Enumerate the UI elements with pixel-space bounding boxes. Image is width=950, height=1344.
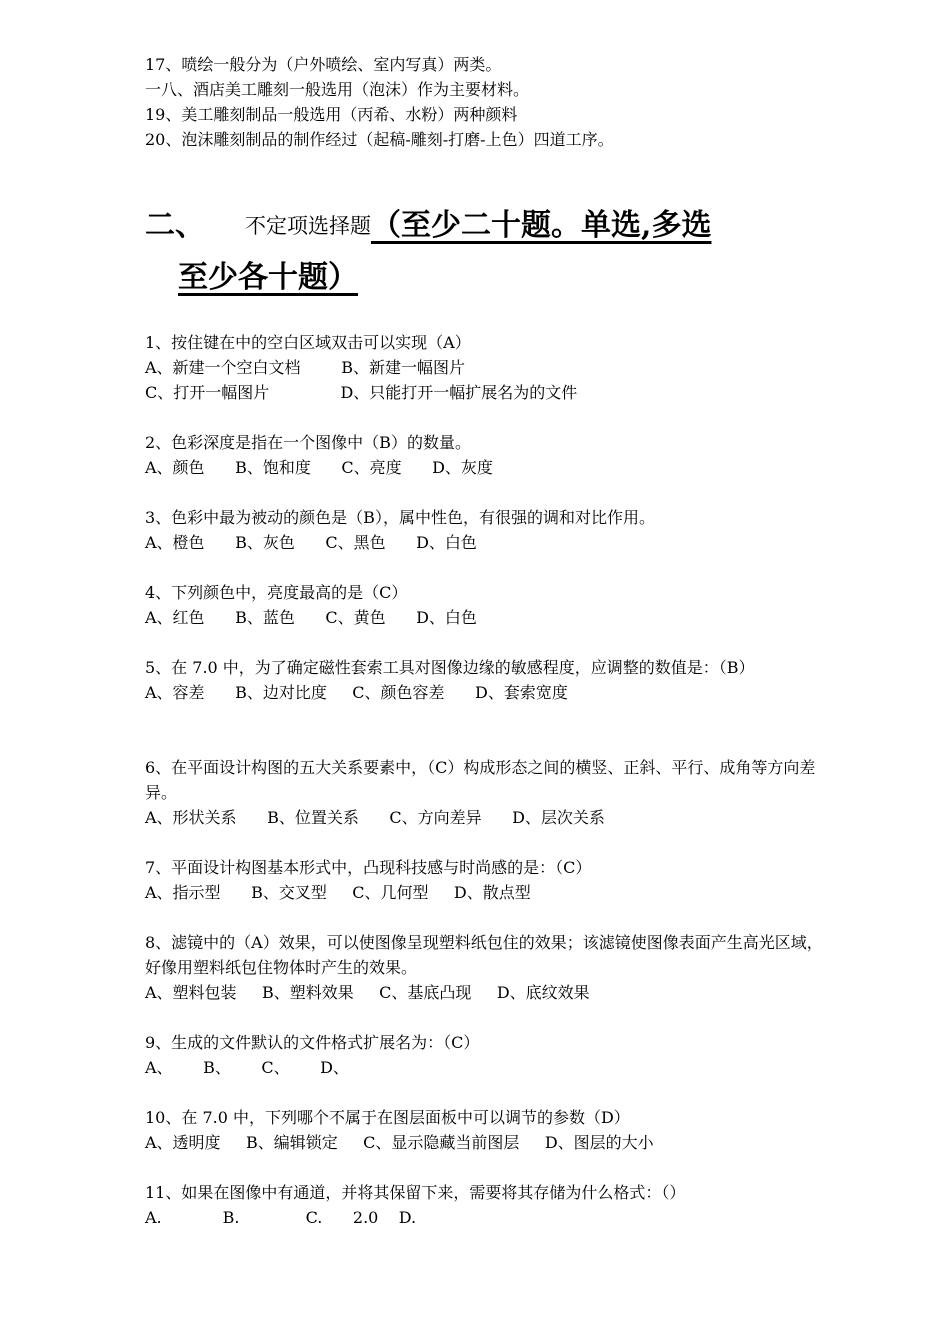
question-item (145, 1180, 825, 1230)
section-title-bold-continued: 至少各十题） (178, 260, 358, 295)
question-options: A、颜色 B、饱和度 C、亮度 D、灰度 (145, 458, 493, 477)
question-text: 1、按住键在中的空白区域双击可以实现（A） (145, 333, 471, 352)
question-item (145, 430, 825, 480)
question-text: 3、色彩中最为被动的颜色是（B），属中性色，有很强的调和对比作用。 (145, 508, 655, 527)
intro-item: 20、泡沫雕刻制品的制作经过（起稿-雕刻-打磨-上色）四道工序。 (145, 130, 614, 149)
question-options: A、 B、 C、 D、 (145, 1058, 349, 1077)
question-options: C、打开一幅图片 D、只能打开一幅扩展名为的文件 (145, 383, 578, 402)
section-title-bold: （至少二十题。单选,多选 (371, 208, 712, 243)
section-title-plain: 不定项选择题 (245, 214, 371, 238)
question-options: A、指示型 B、交叉型 C、几何型 D、散点型 (145, 883, 531, 902)
document-page (145, 52, 825, 1230)
question-options: A、红色 B、蓝色 C、黄色 D、白色 (145, 608, 477, 627)
question-text: 5、在 7.0 中，为了确定磁性套索工具对图像边缘的敏感程度，应调整的数值是：（B） (145, 658, 755, 677)
question-options: A、橙色 B、灰色 C、黑色 D、白色 (145, 533, 477, 552)
intro-list (145, 52, 825, 152)
question-text: 9、生成的文件默认的文件格式扩展名为：（C） (145, 1033, 480, 1052)
question-options: A、形状关系 B、位置关系 C、方向差异 D、层次关系 (145, 808, 605, 827)
question-item (145, 855, 825, 905)
question-item (145, 1030, 825, 1080)
question-list (145, 330, 825, 1230)
question-text: 4、下列颜色中，亮度最高的是（C） (145, 583, 408, 602)
question-text: 11、如果在图像中有通道，并将其保留下来，需要将其存储为什么格式：（） (145, 1183, 686, 1202)
question-text: 8、滤镜中的（A）效果，可以使图像呈现塑料纸包住的效果；该滤镜使图像表面产生高光区域，好像用塑料纸包住物体时产生的效果。 (145, 933, 823, 977)
question-text: 6、在平面设计构图的五大关系要素中，（C）构成形态之间的横竖、正斜、平行、成角等方向差异。 (145, 758, 816, 802)
question-item (145, 330, 825, 405)
question-item (145, 505, 825, 555)
question-item (145, 655, 825, 705)
question-options: A、塑料包装 B、塑料效果 C、基底凸现 D、底纹效果 (145, 983, 590, 1002)
question-item (145, 1105, 825, 1155)
question-options: A、容差 B、边对比度 C、颜色容差 D、套索宽度 (145, 683, 568, 702)
question-options: A、透明度 B、编辑锁定 C、显示隐藏当前图层 D、图层的大小 (145, 1133, 654, 1152)
section-number: 二、 (145, 208, 205, 243)
question-item (145, 755, 825, 830)
question-text: 7、平面设计构图基本形式中，凸现科技感与时尚感的是：（C） (145, 858, 592, 877)
section-heading (145, 200, 825, 304)
question-options: A. B. C. 2.0 D. (145, 1208, 417, 1227)
intro-item: 19、美工雕刻制品一般选用（丙希、水粉）两种颜料 (145, 105, 518, 124)
intro-item: 17、喷绘一般分为（户外喷绘、室内写真）两类。 (145, 55, 502, 74)
question-item (145, 930, 825, 1005)
intro-item: 一八、酒店美工雕刻一般选用（泡沫）作为主要材料。 (145, 80, 530, 99)
question-text: 10、在 7.0 中，下列哪个不属于在图层面板中可以调节的参数（D） (145, 1108, 630, 1127)
question-text: 2、色彩深度是指在一个图像中（B）的数量。 (145, 433, 471, 452)
question-item (145, 580, 825, 630)
question-options: A、新建一个空白文档 B、新建一幅图片 (145, 358, 466, 377)
